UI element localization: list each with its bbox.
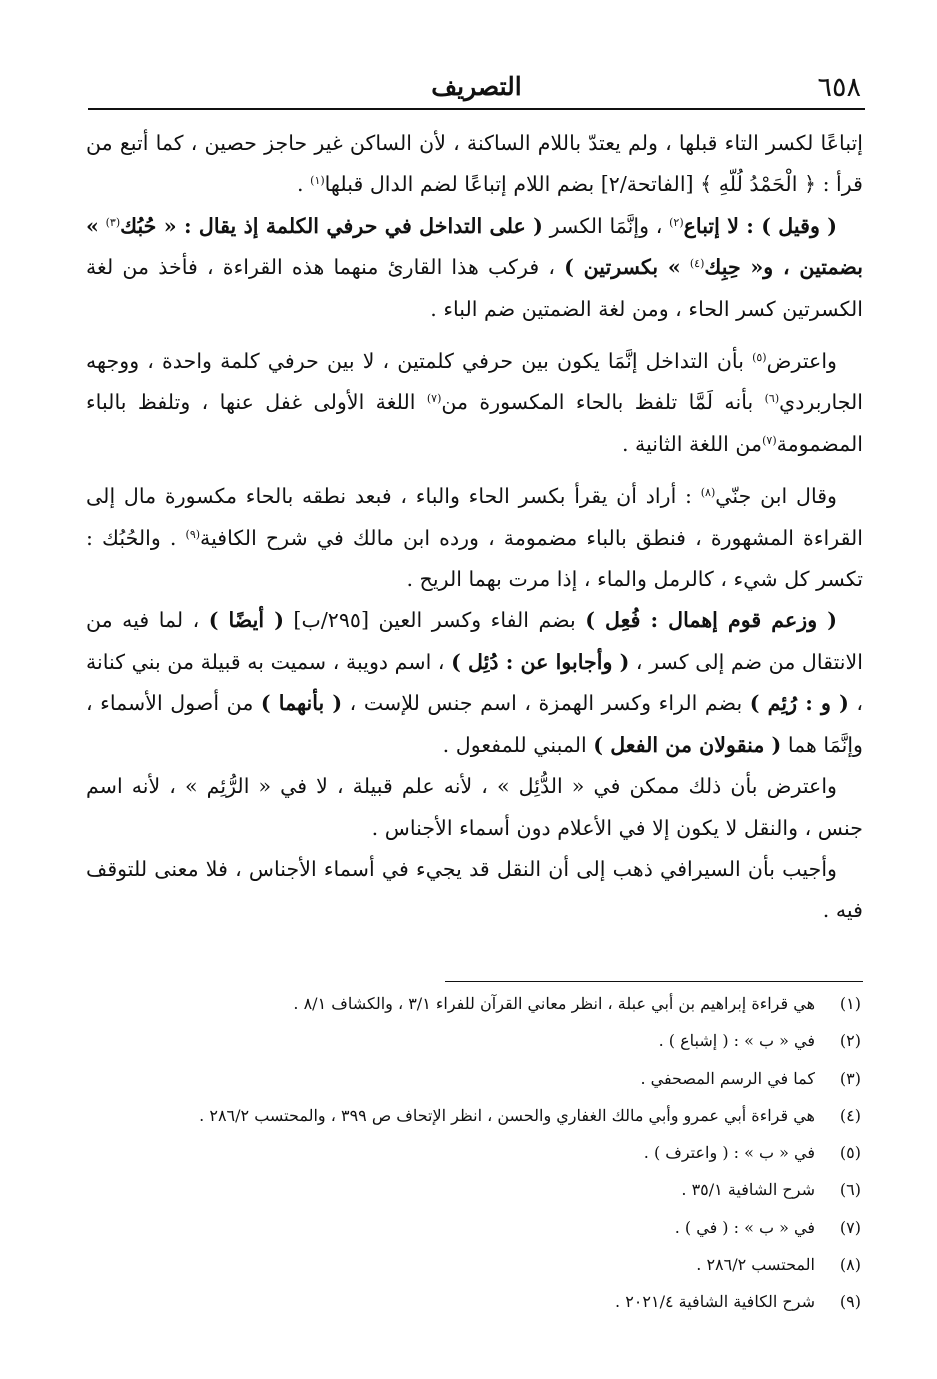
footnote — [100, 1022, 861, 1059]
footnote — [100, 1283, 861, 1320]
footnote-ref: (٤) — [689, 257, 705, 271]
footnote-number: (٥) — [839, 1143, 861, 1163]
footnote-number: (٣) — [839, 1068, 861, 1088]
page-number: ٦٥٨ — [817, 72, 861, 103]
footnote-separator — [445, 981, 863, 982]
footnote-text: المحتسب ٢٨٦/٢ . — [696, 1255, 815, 1275]
footnote-text: في « ب » : ( في ) . — [674, 1217, 815, 1237]
main-text — [86, 123, 863, 932]
footnote-ref: (١) — [310, 174, 325, 188]
footnote-number: (٩) — [839, 1292, 861, 1312]
footnote-ref: (٣) — [105, 215, 121, 229]
footnote-ref: (٧) — [426, 392, 442, 406]
footnote-text: هي قراءة إبراهيم بن أبي عبلة ، انظر معاني القرآن للفراء ٣/١ ، والكشاف ٨/١ . — [293, 994, 815, 1013]
footnote-ref: (٨) — [700, 486, 716, 500]
footnote-ref: (٥) — [752, 351, 767, 365]
paragraph-7: وأجيب بأن السيرافي ذهب إلى أن النقل قد يجيء في أسماء الأجناس ، فلا معنى للتوقف فيه . — [86, 856, 863, 923]
footnote-ref: (٢) — [669, 215, 684, 229]
paragraph-5: ( وزعم قوم إهمال : فُعِل ) بضم الفاء وكسر العين [٢٩٥/ب] ( أيضًا ) ، لما فيه من الانتقال من ضم إلى كسر ، ( وأجابوا عن : دُئِل ) ، اسم دويبة ، سميت به قبيلة من بني كنانة ، ( و : رُئِم ) بضم الراء وكسر الهمزة ، اسم جنس للإست ، ( بأنهما ) من أصول الأسماء ، وإنَّمَا هما ( منقولان من الفعل ) المبني للمفعول . — [86, 608, 864, 757]
footnote-text: شرح الكافية الشافية ٢٠٢١/٤ . — [615, 1292, 815, 1312]
footnote-ref: (٦) — [764, 392, 780, 406]
page-header — [88, 70, 865, 110]
paragraph-6: واعترض بأن ذلك ممكن في « الدُّئِل » ، لأنه علم قبيلة ، لا في « الرُّئِم » ، لأنه اسم جنس ، والنقل لا يكون إلا في الأعلام دون أسماء الأجناس . — [86, 774, 863, 840]
footnote-number: (٢) — [839, 1031, 861, 1051]
footnote-number: (١) — [839, 994, 861, 1013]
footnote-text: في « ب » : ( إشباع ) . — [658, 1031, 815, 1051]
footnote-text: في « ب » : ( واعترف ) . — [643, 1143, 815, 1163]
footnote-text: شرح الشافية ٣٥/١ . — [681, 1180, 815, 1200]
footnote — [100, 1097, 861, 1134]
footnote-text: كما في الرسم المصحفي . — [640, 1068, 815, 1088]
paragraph-2: ( وقيل ) : لا إتباع$^{(٢)}$ ، وإنَّمَا الكسر ( على التداخل في حرفي الكلمة إذ يقال : « حُبُك$^{(٣)}$ » بضمتين ، و« حِبِك$^{(٤)}$ » بكسرتين ) ، فركب هذا القارئ منهما هذه القراءة ، فأخذ من لغة الكسرتين كسر الحاء ، ومن لغة الضمتين ضم الباء . — [86, 213, 864, 321]
footnote — [100, 1060, 861, 1097]
footnote-number: (٨) — [839, 1255, 861, 1275]
footnote — [100, 1246, 861, 1283]
footnote-number: (٤) — [839, 1105, 861, 1125]
running-title: التصريف — [431, 72, 522, 101]
footnote — [100, 985, 861, 1022]
paragraph-4: وقال ابن جنّي$^{(٨)}$ : أراد أن يقرأ بكسر الحاء والباء ، فبعد نطقه بالحاء مكسورة مال إلى القراءة المشهورة ، فنطق بالباء مضمومة ، ورده ابن مالك في شرح الكافية$^{(٩)}$ . والحُبُك : تكسر كل شيء ، كالرمل والماء ، إذا مرت بهما الريح . — [86, 484, 864, 592]
footnote-ref: (٩) — [185, 527, 201, 541]
paragraph-1: إتباعًا لكسر التاء قبلها ، ولم يعتدّ باللام الساكنة ، لأن الساكن غير حاجز حصين ، كما أتبع من قرأ : ﴿ الْحَمْدُ لُلّهِ ﴾ [الفاتحة/٢] بضم اللام إتباعًا لضم الدال قبلها$^{(١)}$ . — [86, 131, 863, 197]
footnote — [100, 1209, 861, 1246]
footnote-ref: (٧) — [762, 433, 777, 447]
footnote-text: هي قراءة أبي عمرو وأبي مالك الغفاري والحسن ، انظر الإتحاف ص ٣٩٩ ، والمحتسب ٢٨٦/٢ . — [199, 1105, 815, 1125]
footnote — [100, 1171, 861, 1208]
footnote-number: (٦) — [839, 1180, 861, 1200]
footnote-number: (٧) — [839, 1217, 861, 1237]
footnote — [100, 1134, 861, 1171]
paragraph-3: واعترض$^{(٥)}$ بأن التداخل إنَّمَا يكون بين حرفي كلمتين ، لا بين حرفي كلمة واحدة ، ووجهه الجاربردي$^{(٦)}$ بأنه لَمَّا تلفظ بالحاء المكسورة من$^{(٧)}$ اللغة الأولى غفل عنها ، وتلفظ بالباء المضمومة$^{(٧)}$من اللغة الثانية . — [86, 349, 864, 456]
footnotes — [100, 985, 861, 1321]
